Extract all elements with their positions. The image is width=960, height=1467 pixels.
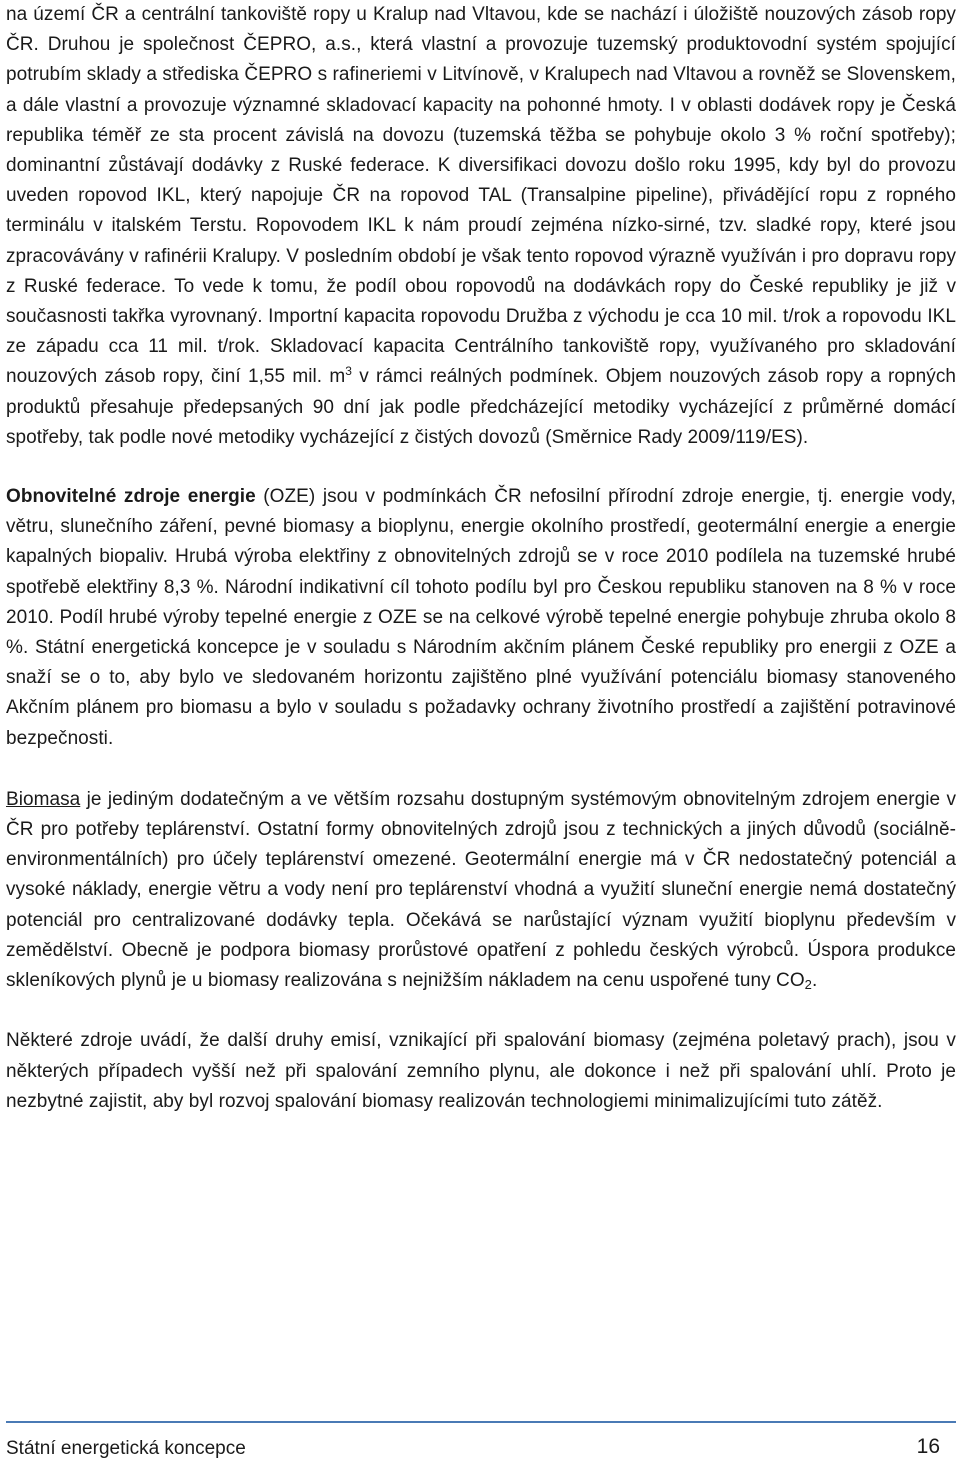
footer-divider <box>6 1421 956 1423</box>
paragraph-oil-supply-text-a: na území ČR a centrální tankoviště ropy u Kralup nad Vltavou, kde se nachází i úložiště nouzových zásob ropy ČR. Druhou je společnost ČEPRO, a.s., která vlastní a provozuje tuzemský produktovodní systém spojující potrubím sklady a střediska ČEPRO s rafineriemi v Litvínově, v Kralupech nad Vltavou a rovněž se Slovenskem, a dále vlastní a provozuje významné skladovací kapacity na pohonné hmoty. I v oblasti dodávek ropy je Česká republika téměř ze sta procent závislá na dovozu (tuzemská těžba se pohybuje okolo 3 % roční spotřeby); dominantní zůstávají dodávky z Ruské federace. K diversifikaci dovozu došlo roku 1995, kdy byl do provozu uveden ropovod IKL, který napojuje ČR na ropovod TAL (Transalpine pipeline), přivádějící ropu z ropného terminálu v italském Terstu. Ropovodem IKL k nám proudí zejména nízko-sirné, tzv. sladké ropy, které jsou zpracovávány v rafinérii Kralupy. V posledním období je však tento ropovod výrazně využíván i pro dopravu ropy z Ruské federace. To vede k tomu, že podíl obou ropovodů na dodávkách ropy do České republiky je již v současnosti takřka vyrovnaný. Importní kapacita ropovodu Družba z východu je cca 10 mil. t/rok a ropovodu IKL ze západu cca 11 mil. t/rok. Skladovací kapacita Centrálního tankoviště ropy, využívaného pro skladování nouzových zásob ropy, činí 1,55 mil. m <box>6 4 956 388</box>
paragraph-renewables <box>6 482 956 754</box>
superscript-cubic: 3 <box>345 364 352 379</box>
paragraph-oil-supply <box>6 0 956 453</box>
paragraph-biomass-end: . <box>811 970 818 992</box>
paragraph-oil-supply-text-b: v rámci reálných podmínek. Objem nouzových zásob ropy a ropných produktů přesahuje předepsaných 90 dní jak podle předcházející metodiky vycházející z průměrné domácí spotřeby, tak podle nové metodiky vycházející z čistých dovozů (Směrnice Rady 2009/119/ES). <box>6 366 956 448</box>
subscript-co2: 2 <box>804 977 812 993</box>
footer-title: Státní energetická koncepce <box>6 1438 246 1459</box>
paragraph-biomass-text: je jediným dodatečným a ve větším rozsahu dostupným systémovým obnovitelným zdrojem energie v ČR pro potřeby teplárenství. Ostatní formy obnovitelných zdrojů jsou z technických a jiných důvodů (sociálně-environmentálních) pro účely teplárenství omezené. Geotermální energie má v ČR nedostatečný potenciál a vysoké náklady, energie větru a vody není pro teplárenství vhodná a využití sluneční energie nemá dostatečný potenciál pro centralizované dodávky tepla. Očekává se narůstající význam využití bioplynu především v zemědělství. Obecně je podpora biomasy prorůstové opatření z pohledu českých výrobců. Úspora produkce skleníkových plynů je u biomasy realizována s nejnižším nákladem na cenu uspořené tuny CO <box>6 788 956 992</box>
biomass-term: Biomasa <box>6 788 81 810</box>
renewables-heading-term: Obnovitelné zdroje energie <box>6 486 256 508</box>
document-body <box>6 0 956 1117</box>
paragraph-emissions <box>6 1026 956 1117</box>
paragraph-emissions-text: Některé zdroje uvádí, že další druhy emisí, vznikající při spalování biomasy (zejména poletavý prach), jsou v některých případech vyšší než při spalování zemního plynu, ale dokonce i než při spalování uhlí. Proto je nezbytné zajistit, aby byl rozvoj spalování biomasy realizován technologiemi minimalizujícími tuto zátěž. <box>6 1030 956 1112</box>
paragraph-biomass <box>6 785 956 996</box>
page-number: 16 <box>916 1435 940 1458</box>
paragraph-renewables-text: (OZE) jsou v podmínkách ČR nefosilní přírodní zdroje energie, tj. energie vody, větru, slunečního záření, pevné biomasy a bioplynu, energie okolního prostředí, geotermální energie a energie kapalných biopaliv. Hrubá výroba elektřiny z obnovitelných zdrojů se v roce 2010 podílela na tuzemské hrubé spotřebě elektřiny 8,3 %. Národní indikativní cíl tohoto podílu byl pro Českou republiku stanoven na 8 % v roce 2010. Podíl hrubé výroby tepelné energie z OZE se na celkové výrobě tepelné energie pohybuje zhruba okolo 8 %. Státní energetická koncepce je v souladu s Národním akčním plánem České republiky pro energii z OZE a snaží se o to, aby bylo ve sledovaném horizontu zajištěno plné využívání potenciálu biomasy stanoveného Akčním plánem pro biomasu a bylo v souladu s požadavky ochrany životního prostředí a zajištění potravinové bezpečnosti. <box>6 486 956 749</box>
